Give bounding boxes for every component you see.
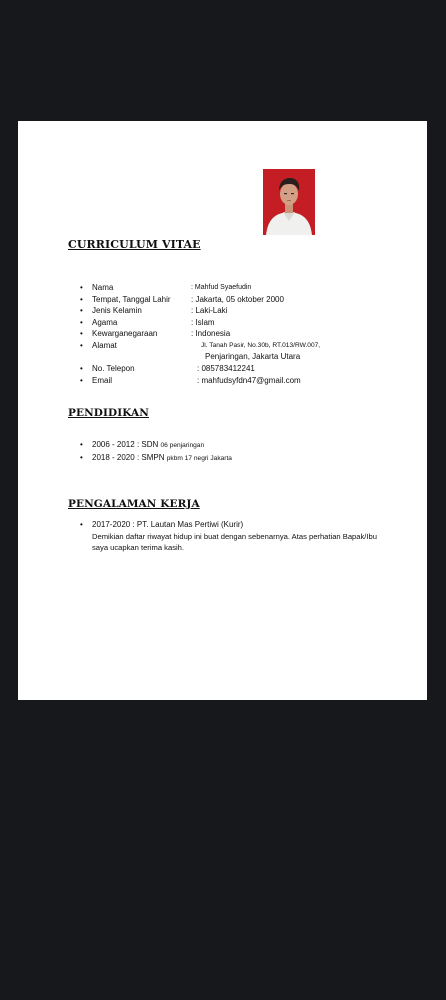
document-page xyxy=(18,121,427,700)
work-experience-title: PENGALAMAN KERJA xyxy=(68,498,200,510)
education-entry xyxy=(92,439,204,453)
info-value: : mahfudsyfdn47@gmail.com xyxy=(197,375,301,385)
education-school: : SDN xyxy=(136,440,159,449)
education-school: : SMPN xyxy=(136,452,165,462)
bullet: • xyxy=(80,440,83,449)
cv-title: CURRICULUM VITAE xyxy=(68,238,201,251)
education-detail: pkbm 17 negri Jakarta xyxy=(166,454,232,462)
info-item-address xyxy=(80,340,420,363)
info-item-birth xyxy=(80,294,420,306)
info-value: : Islam xyxy=(191,317,215,327)
info-value: : Mahfud Syaefudin xyxy=(191,284,252,291)
info-item-name xyxy=(80,282,420,294)
address-line-2: Penjaringan, Jakarta Utara xyxy=(205,351,301,361)
education-entry xyxy=(92,452,232,466)
education-years: 2006 - 2012 xyxy=(92,440,135,449)
info-label: Tempat, Tanggal Lahir xyxy=(92,294,171,304)
info-label: No. Telepon xyxy=(92,363,135,373)
personal-info-list xyxy=(80,282,420,386)
info-value: : Indonesia xyxy=(191,329,231,339)
work-item xyxy=(80,519,380,530)
bullet: • xyxy=(80,283,83,292)
bullet: • xyxy=(80,329,83,339)
info-label: Email xyxy=(92,375,113,385)
info-item-religion xyxy=(80,317,420,329)
info-label: Jenis Kelamin xyxy=(92,306,142,316)
info-label: Agama xyxy=(92,317,118,327)
info-item-gender xyxy=(80,305,420,317)
info-item-email xyxy=(80,375,420,387)
closing-statement: Demikian daftar riwayat hidup ini buat dengan sebenarnya. Atas perhatian Bapak/Ibu saya ucapkan terima kasih. xyxy=(92,532,377,552)
info-label: Kewarganegaraan xyxy=(92,329,158,339)
bullet: • xyxy=(80,294,83,304)
bullet: • xyxy=(80,520,83,529)
education-detail: 06 penjaringan xyxy=(160,442,205,449)
education-title: PENDIDIKAN xyxy=(68,407,149,419)
info-item-phone xyxy=(80,363,420,375)
info-value: : Laki-Laki xyxy=(191,306,228,316)
education-years: 2018 - 2020 xyxy=(92,452,135,462)
work-entry: 2017-2020 : PT. Lautan Mas Pertiwi (Kurir) xyxy=(92,520,244,529)
info-label: Nama xyxy=(92,283,114,292)
info-item-nationality xyxy=(80,328,420,340)
bullet: • xyxy=(80,363,83,373)
bullet: • xyxy=(80,306,83,316)
profile-photo xyxy=(263,169,315,235)
info-value: : Jakarta, 05 oktober 2000 xyxy=(191,294,284,304)
bullet: • xyxy=(80,340,83,350)
address-line-1: Jl. Tanah Pasir, No.30b, RT.013/RW.007, xyxy=(201,341,321,349)
bullet: • xyxy=(80,375,83,385)
work-list xyxy=(80,519,380,530)
bullet: • xyxy=(80,317,83,327)
bullet: • xyxy=(80,452,83,462)
info-value: : 085783412241 xyxy=(197,363,255,373)
info-label: Alamat xyxy=(92,340,117,350)
